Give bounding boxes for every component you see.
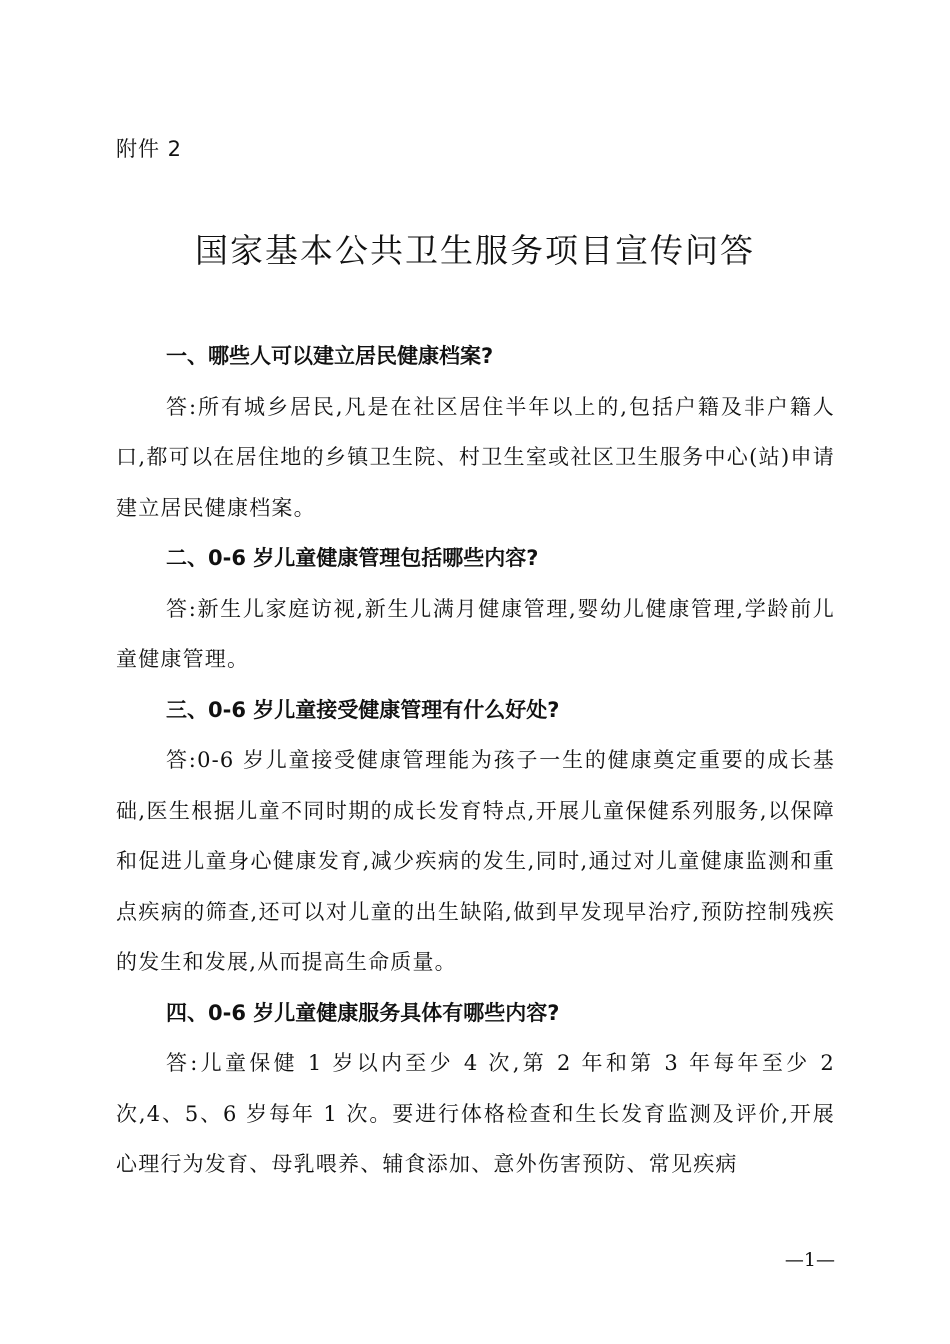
question-3: 三、0-6 岁儿童接受健康管理有什么好处?	[166, 697, 560, 722]
answer-2: 答:新生儿家庭访视,新生儿满月健康管理,婴幼儿健康管理,学龄前儿童健康管理。	[116, 596, 835, 671]
answer-1: 答:所有城乡居民,凡是在社区居住半年以上的,包括户籍及非户籍人口,都可以在居住地的乡镇卫生院、村卫生室或社区卫生服务中心(站)申请建立居民健康档案。	[116, 394, 835, 520]
question-1: 一、哪些人可以建立居民健康档案?	[166, 344, 494, 368]
question-4: 四、0-6 岁儿童健康服务具体有哪些内容?	[166, 1000, 560, 1025]
page-number: —1—	[784, 1249, 835, 1271]
qa-content	[116, 331, 835, 1190]
answer-3: 答:0-6 岁儿童接受健康管理能为孩子一生的健康奠定重要的成长基础,医生根据儿童不同时期的成长发育特点,开展儿童保健系列服务,以保障和促进儿童身心健康发育,减少疾病的发生,同时,通过对儿童健康监测和重点疾病的筛查,还可以对儿童的出生缺陷,做到早发现早治疗,预防控制残疾的发生和发展,从而提高生命质量。	[116, 748, 835, 974]
document-title: 国家基本公共卫生服务项目宣传问答	[195, 231, 755, 270]
question-2: 二、0-6 岁儿童健康管理包括哪些内容?	[166, 546, 539, 570]
attachment-label: 附件 2	[116, 137, 183, 161]
answer-4: 答:儿童保健 1 岁以内至少 4 次,第 2 年和第 3 年每年至少 2 次,4、5、6 岁每年 1 次。要进行体格检查和生长发育监测及评价,开展心理行为发育、母乳喂养、辅食添加、意外伤害预防、常见疾病	[116, 1051, 835, 1176]
